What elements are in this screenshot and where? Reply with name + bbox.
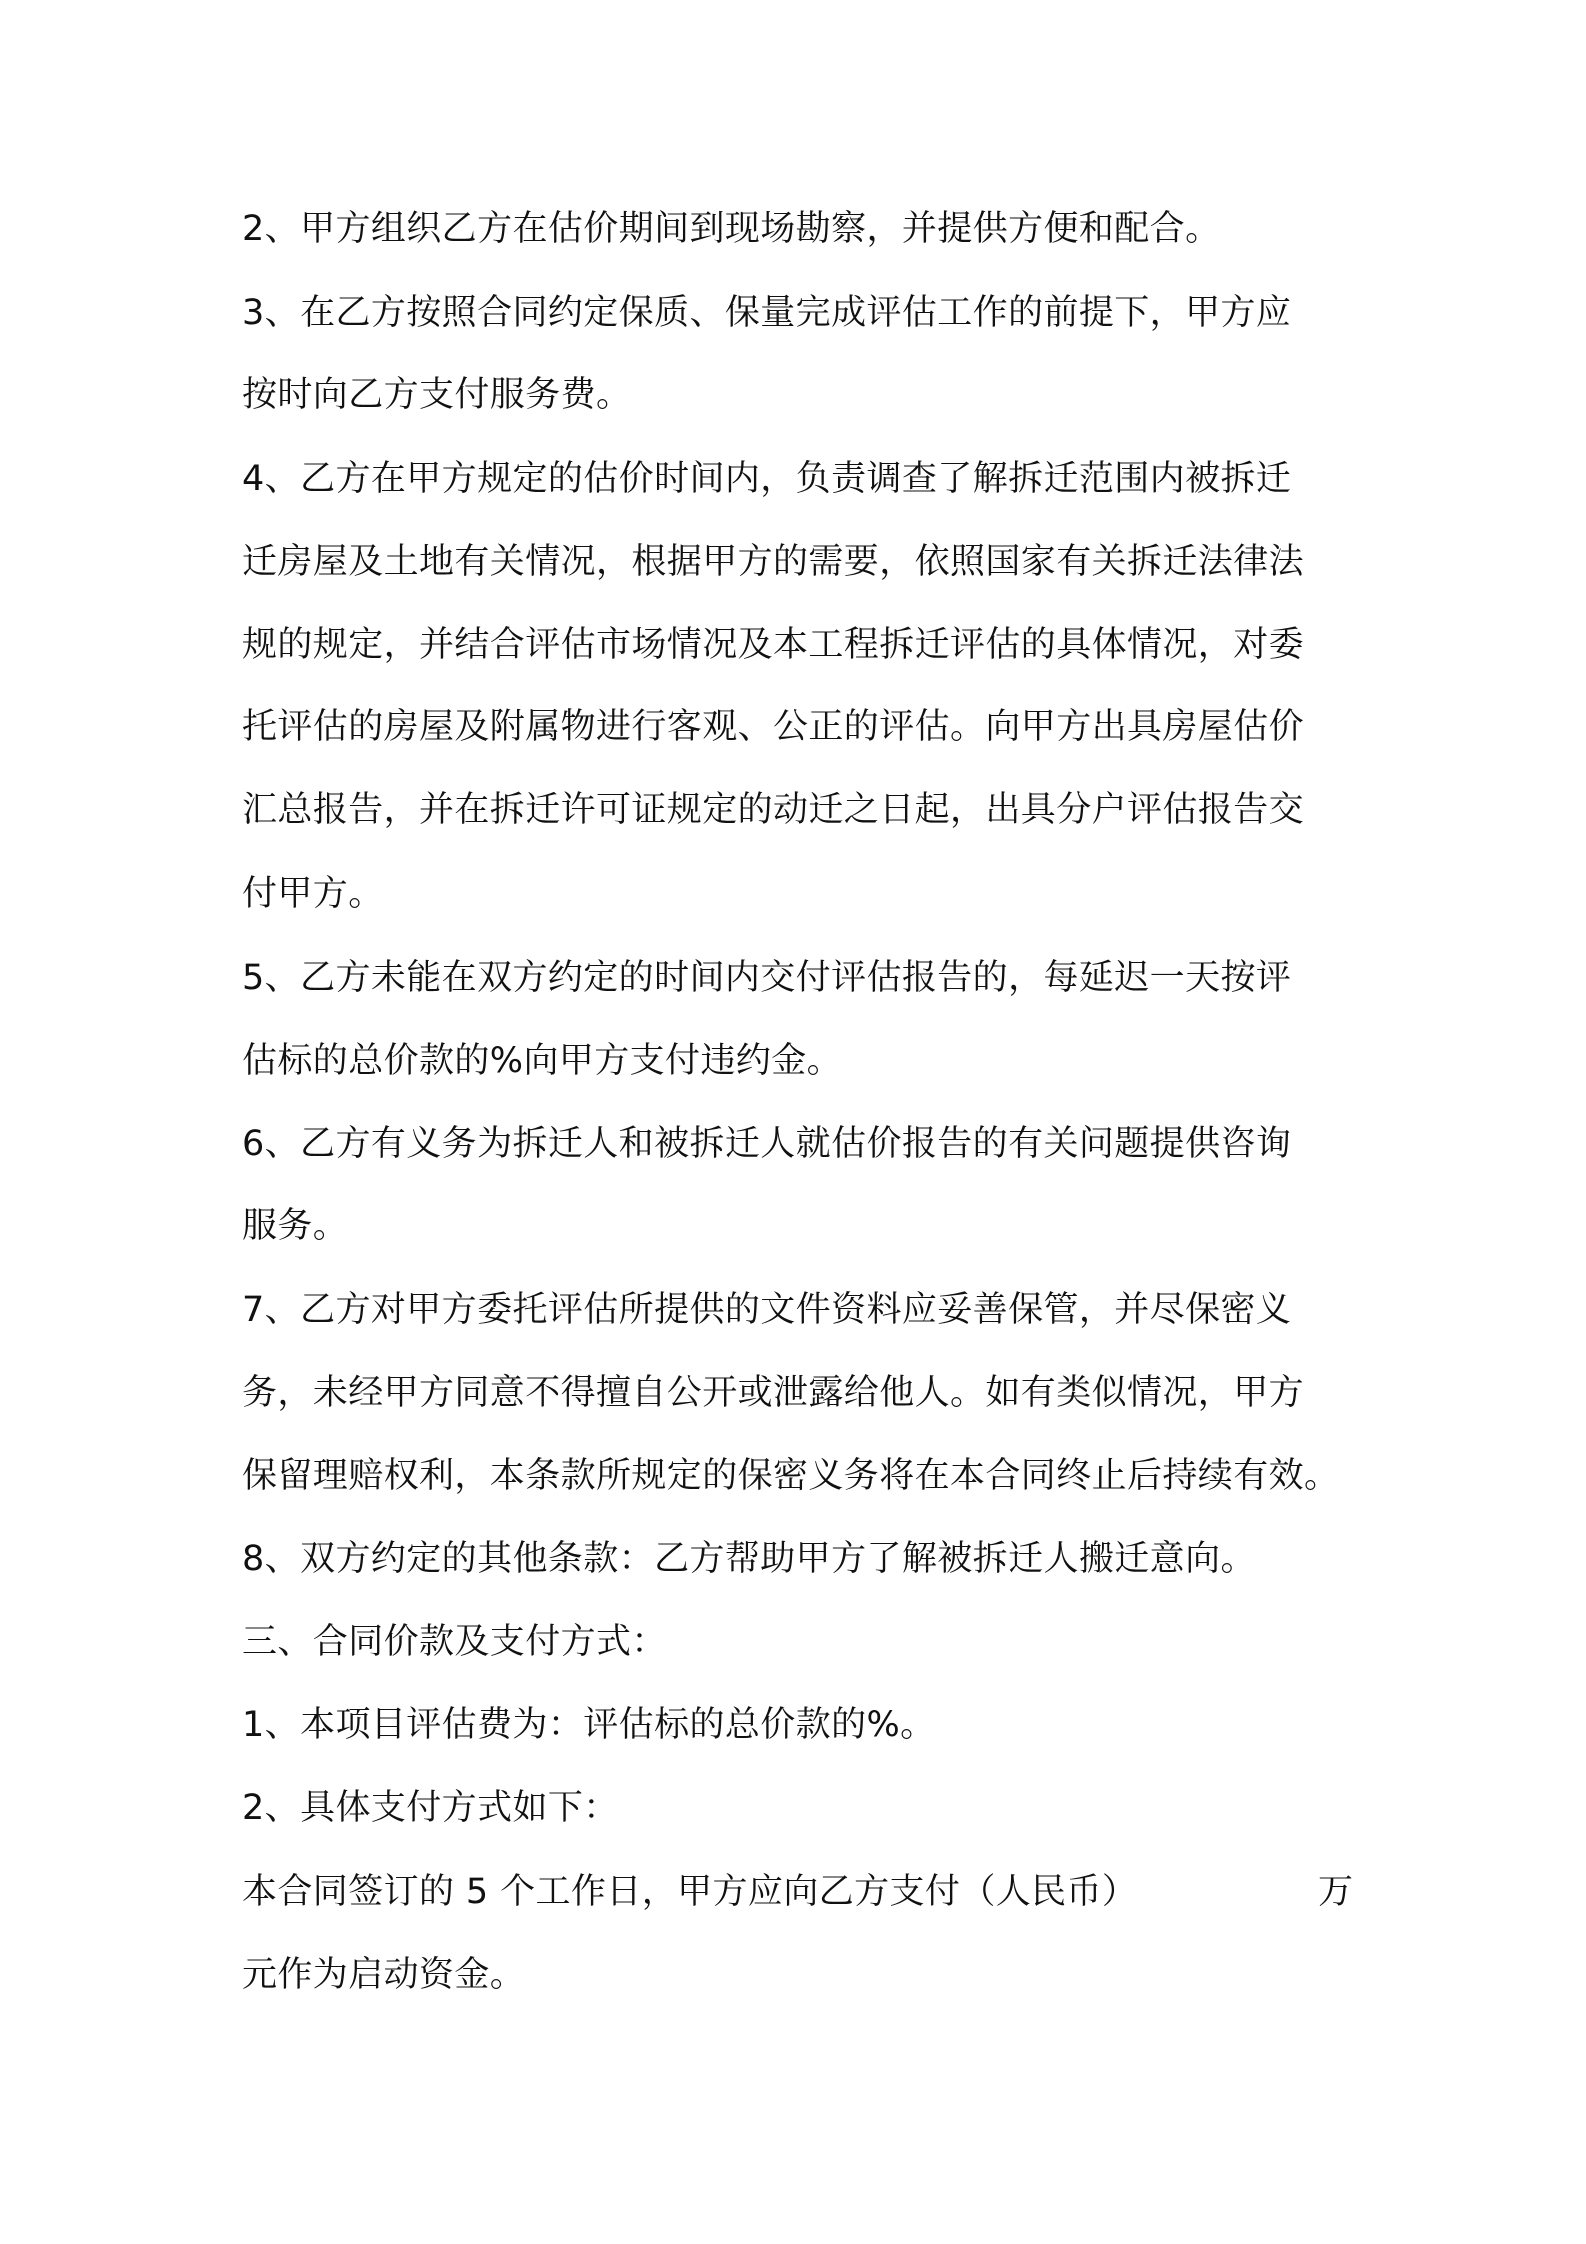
payment-line-2: 元作为启动资金。 — [242, 1955, 526, 1995]
clause-3-line-1: 3、在乙方按照合同约定保质、保量完成评估工作的前提下，甲方应 — [242, 293, 1292, 333]
clause-7-line-3: 保留理赔权利，本条款所规定的保密义务将在本合同终止后持续有效。 — [242, 1456, 1340, 1496]
clause-2-line-1: 2、甲方组织乙方在估价期间到现场勘察，并提供方便和配合。 — [242, 209, 1221, 249]
payment-unit: 万 — [1318, 1872, 1354, 1912]
section-3-item-1: 1、本项目评估费为：评估标的总价款的%。 — [242, 1705, 936, 1745]
clause-7-line-1: 7、乙方对甲方委托评估所提供的文件资料应妥善保管，并尽保密义 — [242, 1290, 1292, 1330]
clause-4-line-2: 迁房屋及土地有关情况，根据甲方的需要，依照国家有关拆迁法律法 — [242, 542, 1305, 582]
clause-5-line-1: 5、乙方未能在双方约定的时间内交付评估报告的，每延迟一天按评 — [242, 958, 1292, 998]
clause-4-line-5: 汇总报告，并在拆迁许可证规定的动迁之日起，出具分户评估报告交 — [242, 790, 1305, 830]
clause-6-line-2: 服务。 — [242, 1206, 349, 1246]
clause-4-line-3: 规的规定，并结合评估市场情况及本工程拆迁评估的具体情况，对委 — [242, 625, 1305, 665]
clause-3-line-2: 按时向乙方支付服务费。 — [242, 375, 632, 415]
clause-4-line-1: 4、乙方在甲方规定的估价时间内，负责调查了解拆迁范围内被拆迁 — [242, 459, 1292, 499]
clause-4-line-6: 付甲方。 — [242, 874, 384, 914]
clause-4-line-4: 托评估的房屋及附属物进行客观、公正的评估。向甲方出具房屋估价 — [242, 707, 1305, 747]
clause-8-line-1: 8、双方约定的其他条款：乙方帮助甲方了解被拆迁人搬迁意向。 — [242, 1539, 1256, 1579]
clause-5-line-2: 估标的总价款的%向甲方支付违约金。 — [242, 1041, 843, 1081]
clause-6-line-1: 6、乙方有义务为拆迁人和被拆迁人就估价报告的有关问题提供咨询 — [242, 1124, 1292, 1164]
clause-7-line-2: 务，未经甲方同意不得擅自公开或泄露给他人。如有类似情况，甲方 — [242, 1373, 1305, 1413]
section-3-item-2: 2、具体支付方式如下： — [242, 1788, 619, 1828]
section-3-heading: 三、合同价款及支付方式： — [242, 1622, 667, 1662]
payment-line-1: 本合同签订的 5 个工作日，甲方应向乙方支付（人民币） — [242, 1872, 1138, 1912]
